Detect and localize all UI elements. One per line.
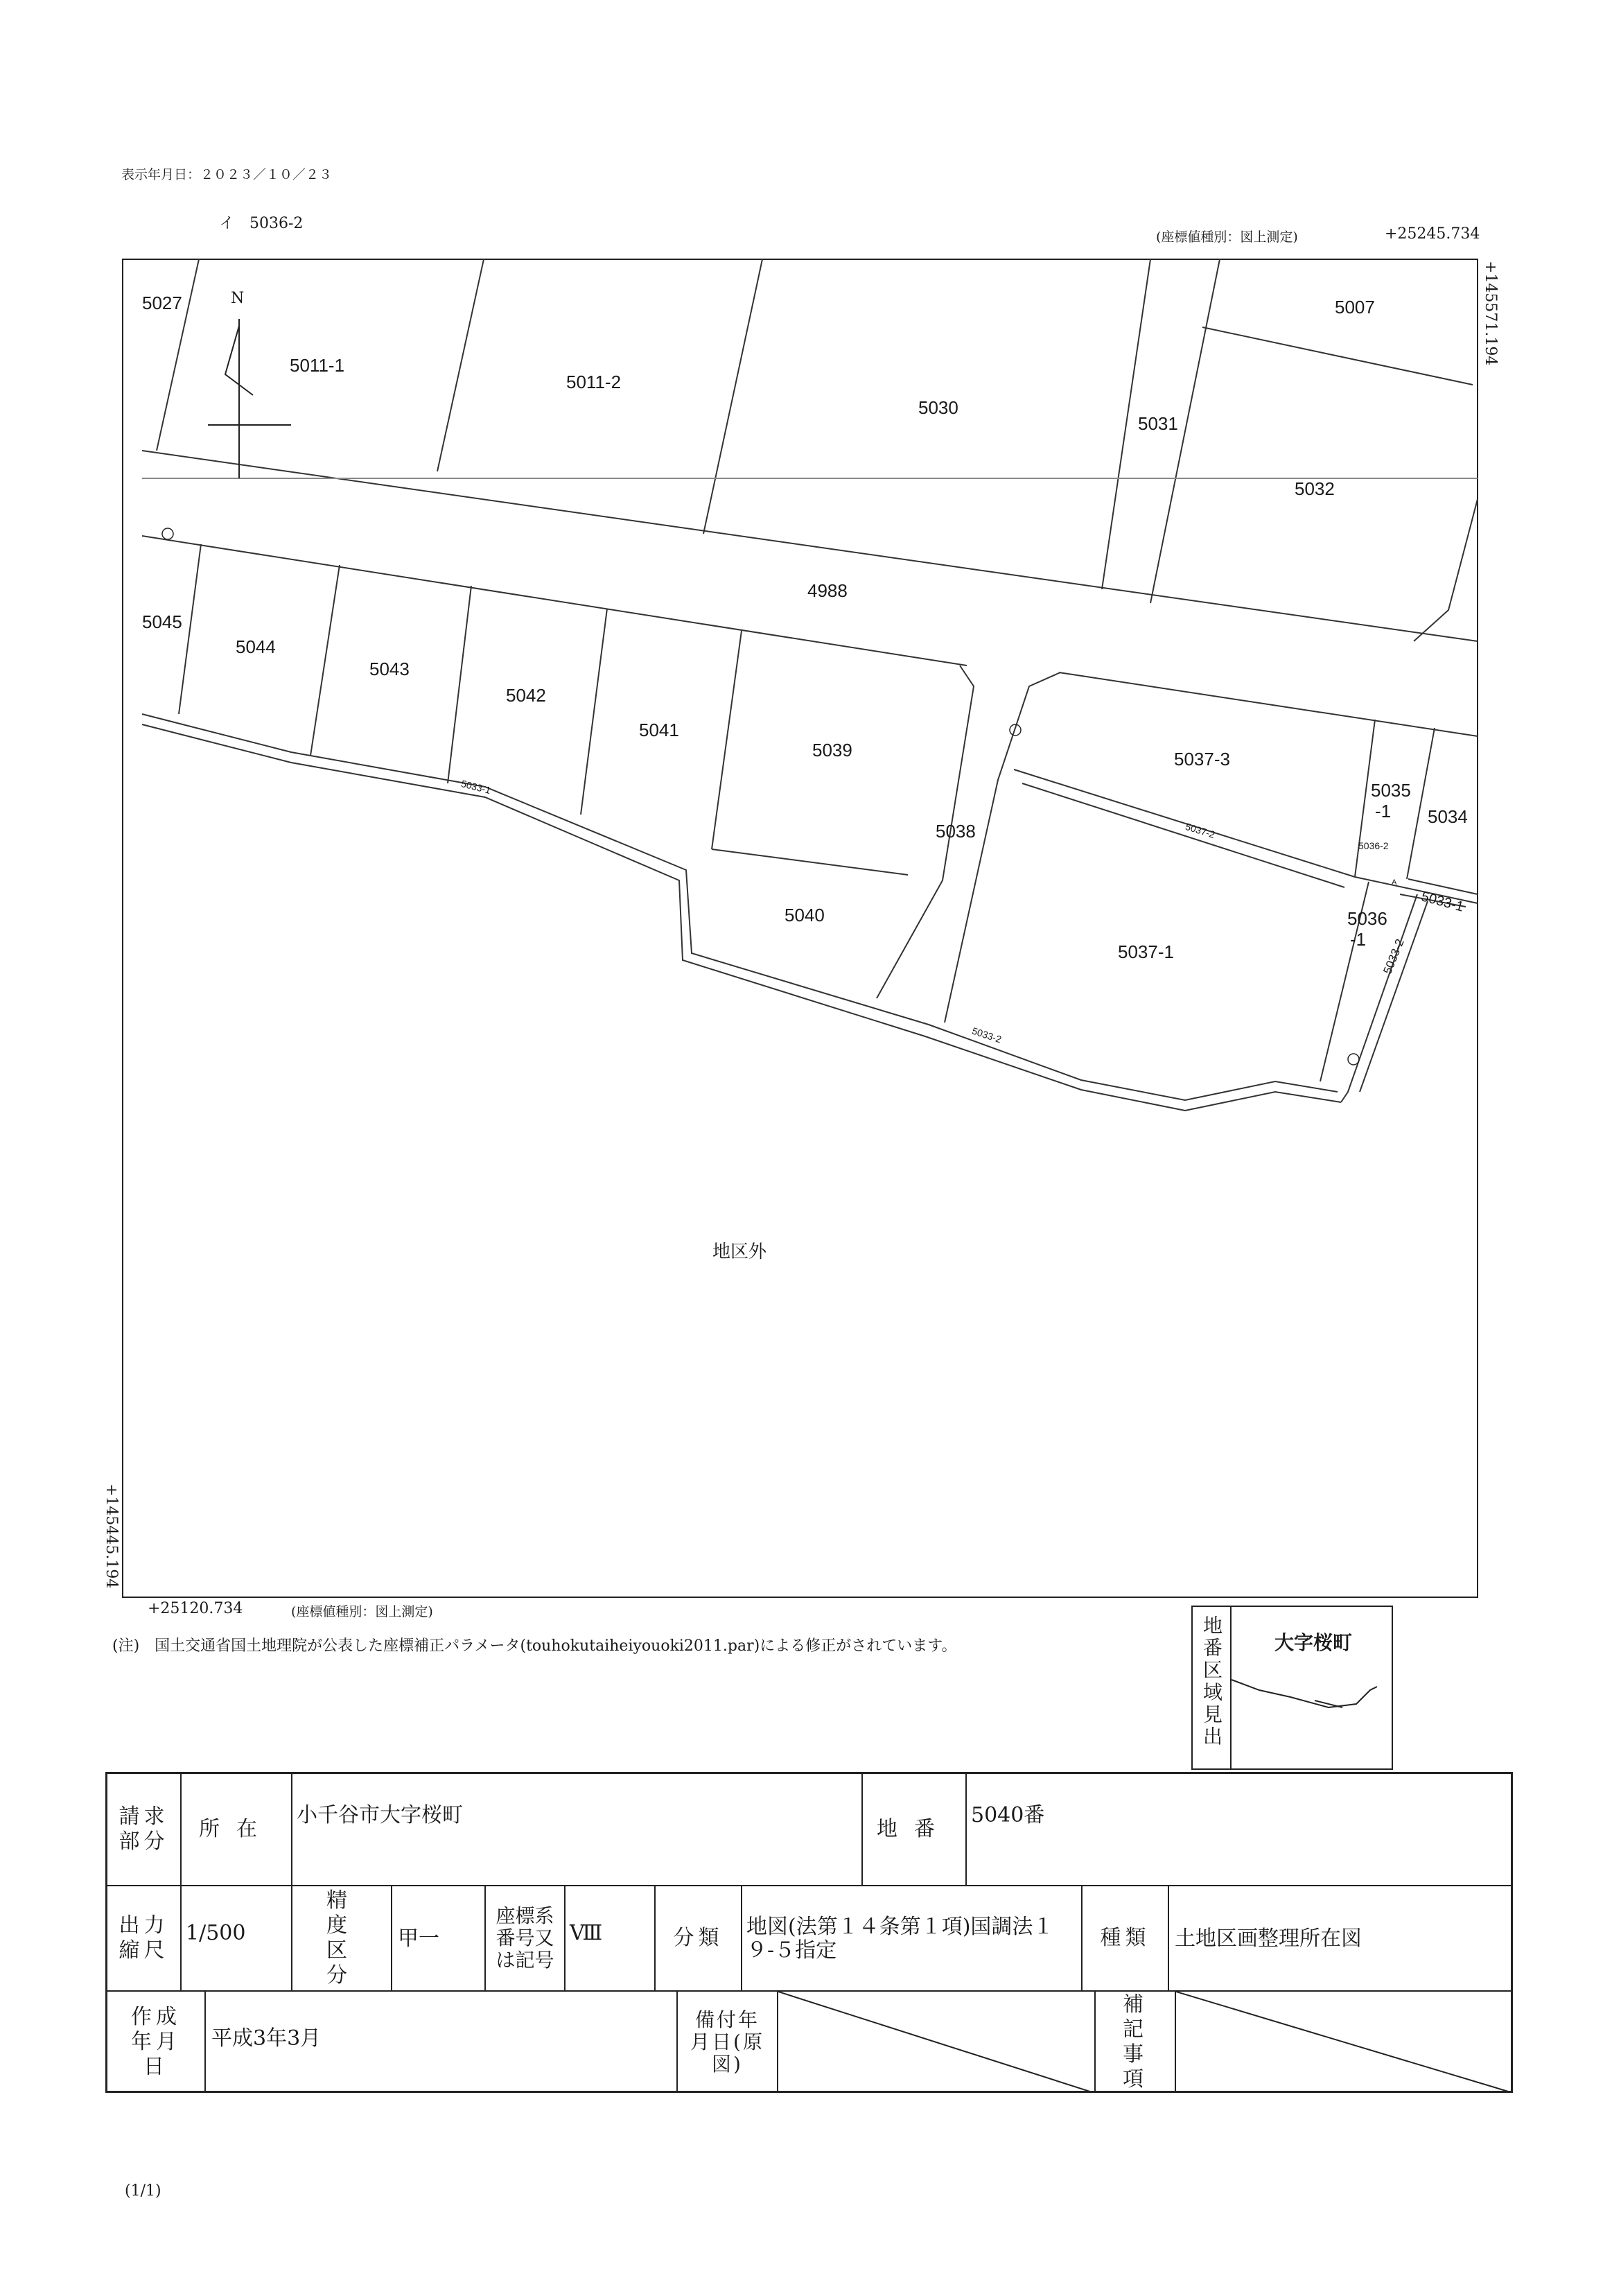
cell-chiban-value xyxy=(967,1774,1513,1886)
correction-note: (注) 国土交通省国土地理院が公表した座標補正パラメータ(touhokutaiheiyouoki2011.par)による修正がされています。 xyxy=(112,1637,957,1655)
hoki-empty-slash xyxy=(1176,1992,1513,2093)
parcel-label: 5030 xyxy=(918,397,958,418)
shozai-value: 小千谷市大字桜町 xyxy=(297,1803,463,1827)
cell-hoki-value xyxy=(1176,1992,1513,2093)
coord-bottom-left: +25120.734 xyxy=(148,1600,243,1617)
parcel-label: 5011-1 xyxy=(290,355,345,376)
shurui-label: 種類 xyxy=(1100,1926,1150,1950)
cell-seido-label xyxy=(292,1886,392,1992)
seido-value: 甲一 xyxy=(398,1927,439,1951)
seikyu-label: 請求部分 xyxy=(119,1804,169,1854)
parcel-label: 5037-3 xyxy=(1174,749,1230,769)
cell-shukushaku-value xyxy=(182,1886,292,1992)
shukushaku-value: 1/500 xyxy=(186,1921,246,1945)
parcel-label: 5039 xyxy=(812,740,852,760)
sakusei-value: 平成3年3月 xyxy=(211,2026,322,2051)
outside-area-label: 地区外 xyxy=(712,1241,767,1262)
shurui-value: 土地区画整理所在図 xyxy=(1175,1927,1362,1951)
road-label: 5033-2 xyxy=(1381,937,1407,976)
parcel-label: -1 xyxy=(1375,801,1392,821)
parcel-label: 5037-1 xyxy=(1118,941,1174,962)
bifu-label: 備付年月日(原図) xyxy=(690,2008,764,2076)
index-sketch xyxy=(1232,1649,1394,1732)
north-label: N xyxy=(231,290,245,307)
shukushaku-label: 出力縮尺 xyxy=(119,1913,169,1963)
parcel-label: 5032 xyxy=(1295,478,1335,499)
cell-hoki-label xyxy=(1096,1992,1176,2093)
parcel-label: 5034 xyxy=(1428,806,1468,827)
parcel-label: 5038 xyxy=(936,821,976,842)
cell-shurui-value xyxy=(1169,1886,1513,1992)
road-label: 5033-1 xyxy=(459,777,492,797)
chiban-label: 地番 xyxy=(877,1817,952,1841)
bunrui-value: 地図(法第１４条第１項)国調法１９-５指定 xyxy=(746,1915,1054,1963)
cell-bunrui-value xyxy=(742,1886,1083,1992)
road-label: A xyxy=(1392,878,1397,887)
cell-shozai-value xyxy=(292,1774,863,1886)
road-label: 5033-2 xyxy=(970,1025,1003,1045)
map-frame xyxy=(123,259,1478,1597)
cell-sakusei-value xyxy=(206,1992,678,2093)
parcel-label: 5007 xyxy=(1335,297,1375,318)
parcel-label: 5027 xyxy=(142,293,182,313)
parcel-label: 5043 xyxy=(369,659,410,679)
road-label: 5033-1 xyxy=(1419,889,1466,915)
cell-bifu-label xyxy=(678,1992,778,2093)
parcel-label: 4988 xyxy=(807,580,848,601)
coord-top-right: +25245.734 xyxy=(1385,225,1480,243)
parcel-label: 5044 xyxy=(236,636,276,657)
cell-sakusei-label xyxy=(107,1992,206,2093)
cell-zahyo-value xyxy=(566,1886,656,1992)
shozai-label: 所在 xyxy=(199,1817,274,1841)
cell-bunrui-label xyxy=(656,1886,742,1992)
cell-chiban-label xyxy=(863,1774,967,1886)
cell-shozai-label xyxy=(182,1774,292,1886)
parcel-label: 5011-2 xyxy=(566,372,622,392)
zahyo-value: Ⅷ xyxy=(570,1921,603,1945)
info-table xyxy=(105,1772,1513,2093)
road-label: 5036-2 xyxy=(1358,840,1389,851)
seido-label: 精度区分 xyxy=(326,1888,357,1988)
hoki-label: 補記事項 xyxy=(1123,1992,1148,2091)
parcel-label: 5036 xyxy=(1347,908,1387,929)
display-date: 表示年月日：２０２３／１０／２３ xyxy=(121,167,333,182)
parcel-label: 5040 xyxy=(785,905,825,925)
road-label: 5037-2 xyxy=(1184,820,1216,841)
cell-zahyo-label xyxy=(486,1886,566,1992)
cell-bifu-value xyxy=(778,1992,1096,2093)
index-box-vertical-label: 地番区域見出 xyxy=(1200,1615,1223,1748)
cell-shurui-label xyxy=(1083,1886,1169,1992)
bunrui-label: 分類 xyxy=(673,1926,724,1950)
coord-type-top: (座標値種別：図上測定) xyxy=(1156,229,1298,245)
page-indicator: (1/1) xyxy=(125,2182,161,2200)
parcel-label: 5031 xyxy=(1138,413,1178,434)
index-box-side xyxy=(1193,1607,1232,1768)
north-arrow xyxy=(208,319,291,478)
cell-seido-value xyxy=(392,1886,486,1992)
index-box xyxy=(1191,1606,1393,1770)
coord-type-bottom: (座標値種別：図上測定) xyxy=(291,1604,433,1619)
bifu-empty-slash xyxy=(778,1992,1094,2093)
coord-right-top: +145571.194 xyxy=(1482,261,1499,366)
parcel-lines xyxy=(142,259,1478,1111)
sakusei-label: 作成年月日 xyxy=(131,2005,181,2079)
zahyo-label: 座標系番号又は記号 xyxy=(496,1904,554,1972)
parcel-label: -1 xyxy=(1350,929,1367,950)
coord-left-bottom: +145445.194 xyxy=(103,1484,120,1589)
parcel-label: 5042 xyxy=(506,685,546,706)
cell-seikyu-label xyxy=(107,1774,182,1886)
cell-shukushaku-label xyxy=(107,1886,182,1992)
neighbor-label: イ 5036-2 xyxy=(219,215,304,232)
index-area-name: 大字桜町 xyxy=(1274,1632,1353,1653)
parcel-label: 5035 xyxy=(1371,780,1411,801)
parcel-label: 5045 xyxy=(142,611,182,632)
chiban-value: 5040番 xyxy=(971,1803,1045,1827)
parcel-label: 5041 xyxy=(639,720,679,740)
